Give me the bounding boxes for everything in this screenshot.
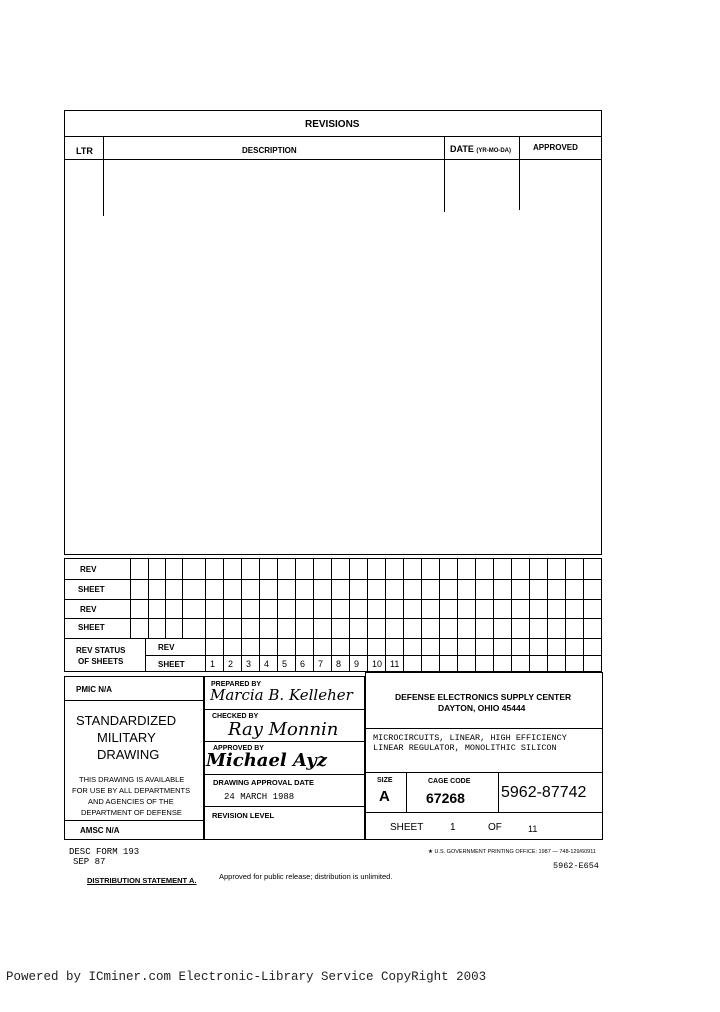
approved-by-signature: Michael Ayz: [206, 750, 327, 771]
grid-column-line: [547, 558, 548, 672]
sheet-label-3: SHEET: [158, 660, 185, 669]
grid-column-line: [331, 558, 332, 672]
grid-column-line: [295, 558, 296, 672]
revisions-title-divider: [64, 136, 602, 137]
grid-column-line: [241, 558, 242, 672]
availability-3: AND AGENCIES OF THE: [88, 797, 174, 806]
grid-column-line: [385, 558, 386, 672]
distribution-text: Approved for public release; distribution is unlimited.: [219, 872, 393, 881]
agency-line1: DEFENSE ELECTRONICS SUPPLY CENTER: [395, 692, 572, 702]
grid-column-line: [421, 558, 422, 672]
grid-label-divider: [145, 638, 146, 672]
grid-column-line: [457, 558, 458, 672]
sheet-number: 3: [246, 659, 252, 669]
grid-column-line: [259, 558, 260, 672]
powered-by: Powered by ICminer.com Electronic-Library Service CopyRight 2003: [6, 970, 487, 984]
col-date-label: DATE: [450, 144, 474, 154]
grid-column-line: [565, 558, 566, 672]
drawing-number: 5962-87742: [501, 784, 587, 801]
grid-column-line: [313, 558, 314, 672]
sig-divider: [204, 741, 365, 742]
grid-column-line: [148, 558, 149, 638]
grid-column-line: [205, 558, 206, 672]
title-line1: MICROCIRCUITS, LINEAR, HIGH EFFICIENCY: [373, 733, 567, 743]
sheet-number: 9: [354, 659, 360, 669]
grid-label-divider: [130, 558, 131, 638]
size-label: SIZE: [377, 777, 393, 784]
of-label: OF: [488, 822, 502, 833]
checked-by-label: CHECKED BY: [212, 713, 259, 720]
sheet-number: 1: [210, 659, 216, 669]
grid-column-line: [493, 558, 494, 672]
cage-code-value: 67268: [426, 790, 465, 806]
rev-status-label-1: REV STATUS: [76, 646, 126, 655]
cage-col-divider: [498, 772, 499, 812]
grid-column-line: [277, 558, 278, 672]
rev-status-label-2: OF SHEETS: [78, 657, 124, 666]
grid-column-line: [367, 558, 368, 672]
revisions-title: REVISIONS: [305, 119, 360, 130]
prepared-by-label: PREPARED BY: [211, 681, 262, 688]
gpo-line: ★ U.S. GOVERNMENT PRINTING OFFICE: 1987 — 748-129/60911: [428, 849, 596, 855]
col-ltr: LTR: [76, 146, 93, 156]
grid-column-line: [511, 558, 512, 672]
sig-divider: [204, 806, 365, 807]
of-value: 11: [528, 824, 538, 834]
agency-line2: DAYTON, OHIO 45444: [438, 703, 526, 713]
grid-column-line: [182, 558, 183, 638]
amsc: AMSC N/A: [80, 826, 120, 835]
pmic-divider: [64, 700, 204, 701]
cage-code-label: CAGE CODE: [428, 778, 471, 785]
grid-column-line: [529, 558, 530, 672]
grid-column-line: [475, 558, 476, 672]
agency-divider: [365, 728, 603, 729]
availability-1: THIS DRAWING IS AVAILABLE: [79, 775, 185, 784]
sig-divider: [204, 774, 365, 775]
sheet-number: 6: [300, 659, 306, 669]
form-number: DESC FORM 193: [69, 847, 140, 857]
sheet-number: 2: [228, 659, 234, 669]
rev-label-1: REV: [80, 565, 97, 574]
doc-code: 5962-E654: [553, 861, 599, 871]
grid-column-line: [403, 558, 404, 672]
grid-column-line: [349, 558, 350, 672]
sheet-value: 1: [450, 822, 456, 833]
size-col-divider: [406, 772, 407, 812]
sig-divider: [204, 709, 365, 710]
distribution-label: DISTRIBUTION STATEMENT A.: [87, 876, 197, 885]
date-column-divider: [444, 136, 445, 212]
title-line2: LINEAR REGULATOR, MONOLITHIC SILICON: [373, 743, 557, 753]
grid-column-line: [165, 558, 166, 638]
grid-column-line: [583, 558, 584, 672]
sheet-label: SHEET: [390, 822, 424, 833]
amsc-divider: [64, 820, 204, 821]
standardized-1: STANDARDIZED: [76, 713, 177, 728]
sheet-number: 8: [336, 659, 342, 669]
col-description: DESCRIPTION: [242, 146, 297, 155]
sheet-number: 5: [282, 659, 288, 669]
availability-2: FOR USE BY ALL DEPARTMENTS: [72, 786, 191, 795]
availability-4: DEPARTMENT OF DEFENSE: [81, 808, 182, 817]
size-divider: [365, 812, 603, 813]
standardized-3: DRAWING: [97, 747, 160, 762]
sheet-label-1: SHEET: [78, 585, 105, 594]
approved-column-divider: [519, 136, 520, 210]
prepared-by-signature: Marcia B. Kelleher: [210, 686, 353, 704]
size-value: A: [379, 788, 390, 805]
sheet-number: 4: [264, 659, 270, 669]
revisions-block: [64, 110, 602, 555]
title-divider: [365, 772, 603, 773]
sheet-number: 10: [372, 659, 383, 669]
grid-row-line: [145, 655, 602, 656]
grid-column-line: [439, 558, 440, 672]
col-date: [450, 144, 511, 154]
approval-date: 24 MARCH 1988: [224, 792, 295, 802]
revisions-header-divider: [64, 159, 602, 160]
grid-column-line: [223, 558, 224, 672]
approval-date-label: DRAWING APPROVAL DATE: [213, 778, 314, 787]
sheet-label-2: SHEET: [78, 623, 105, 632]
revision-level-label: REVISION LEVEL: [212, 811, 275, 820]
pmic: PMIC N/A: [76, 685, 112, 694]
approved-by-label: APPROVED BY: [213, 745, 264, 752]
grid-row-line: [64, 599, 602, 600]
sheet-number: 7: [318, 659, 324, 669]
sheet-number: 11: [390, 659, 400, 669]
rev-label-2: REV: [80, 605, 97, 614]
grid-row-line: [64, 618, 602, 619]
rev-label-3: REV: [158, 643, 175, 652]
col-approved: APPROVED: [533, 143, 578, 152]
ltr-column-divider: [103, 136, 104, 216]
standardized-2: MILITARY: [97, 730, 156, 745]
form-date: SEP 87: [73, 857, 106, 867]
col-date-format: (YR-MO-DA): [476, 148, 512, 154]
checked-by-signature: Ray Monnin: [228, 719, 339, 740]
grid-row-line: [64, 579, 602, 580]
